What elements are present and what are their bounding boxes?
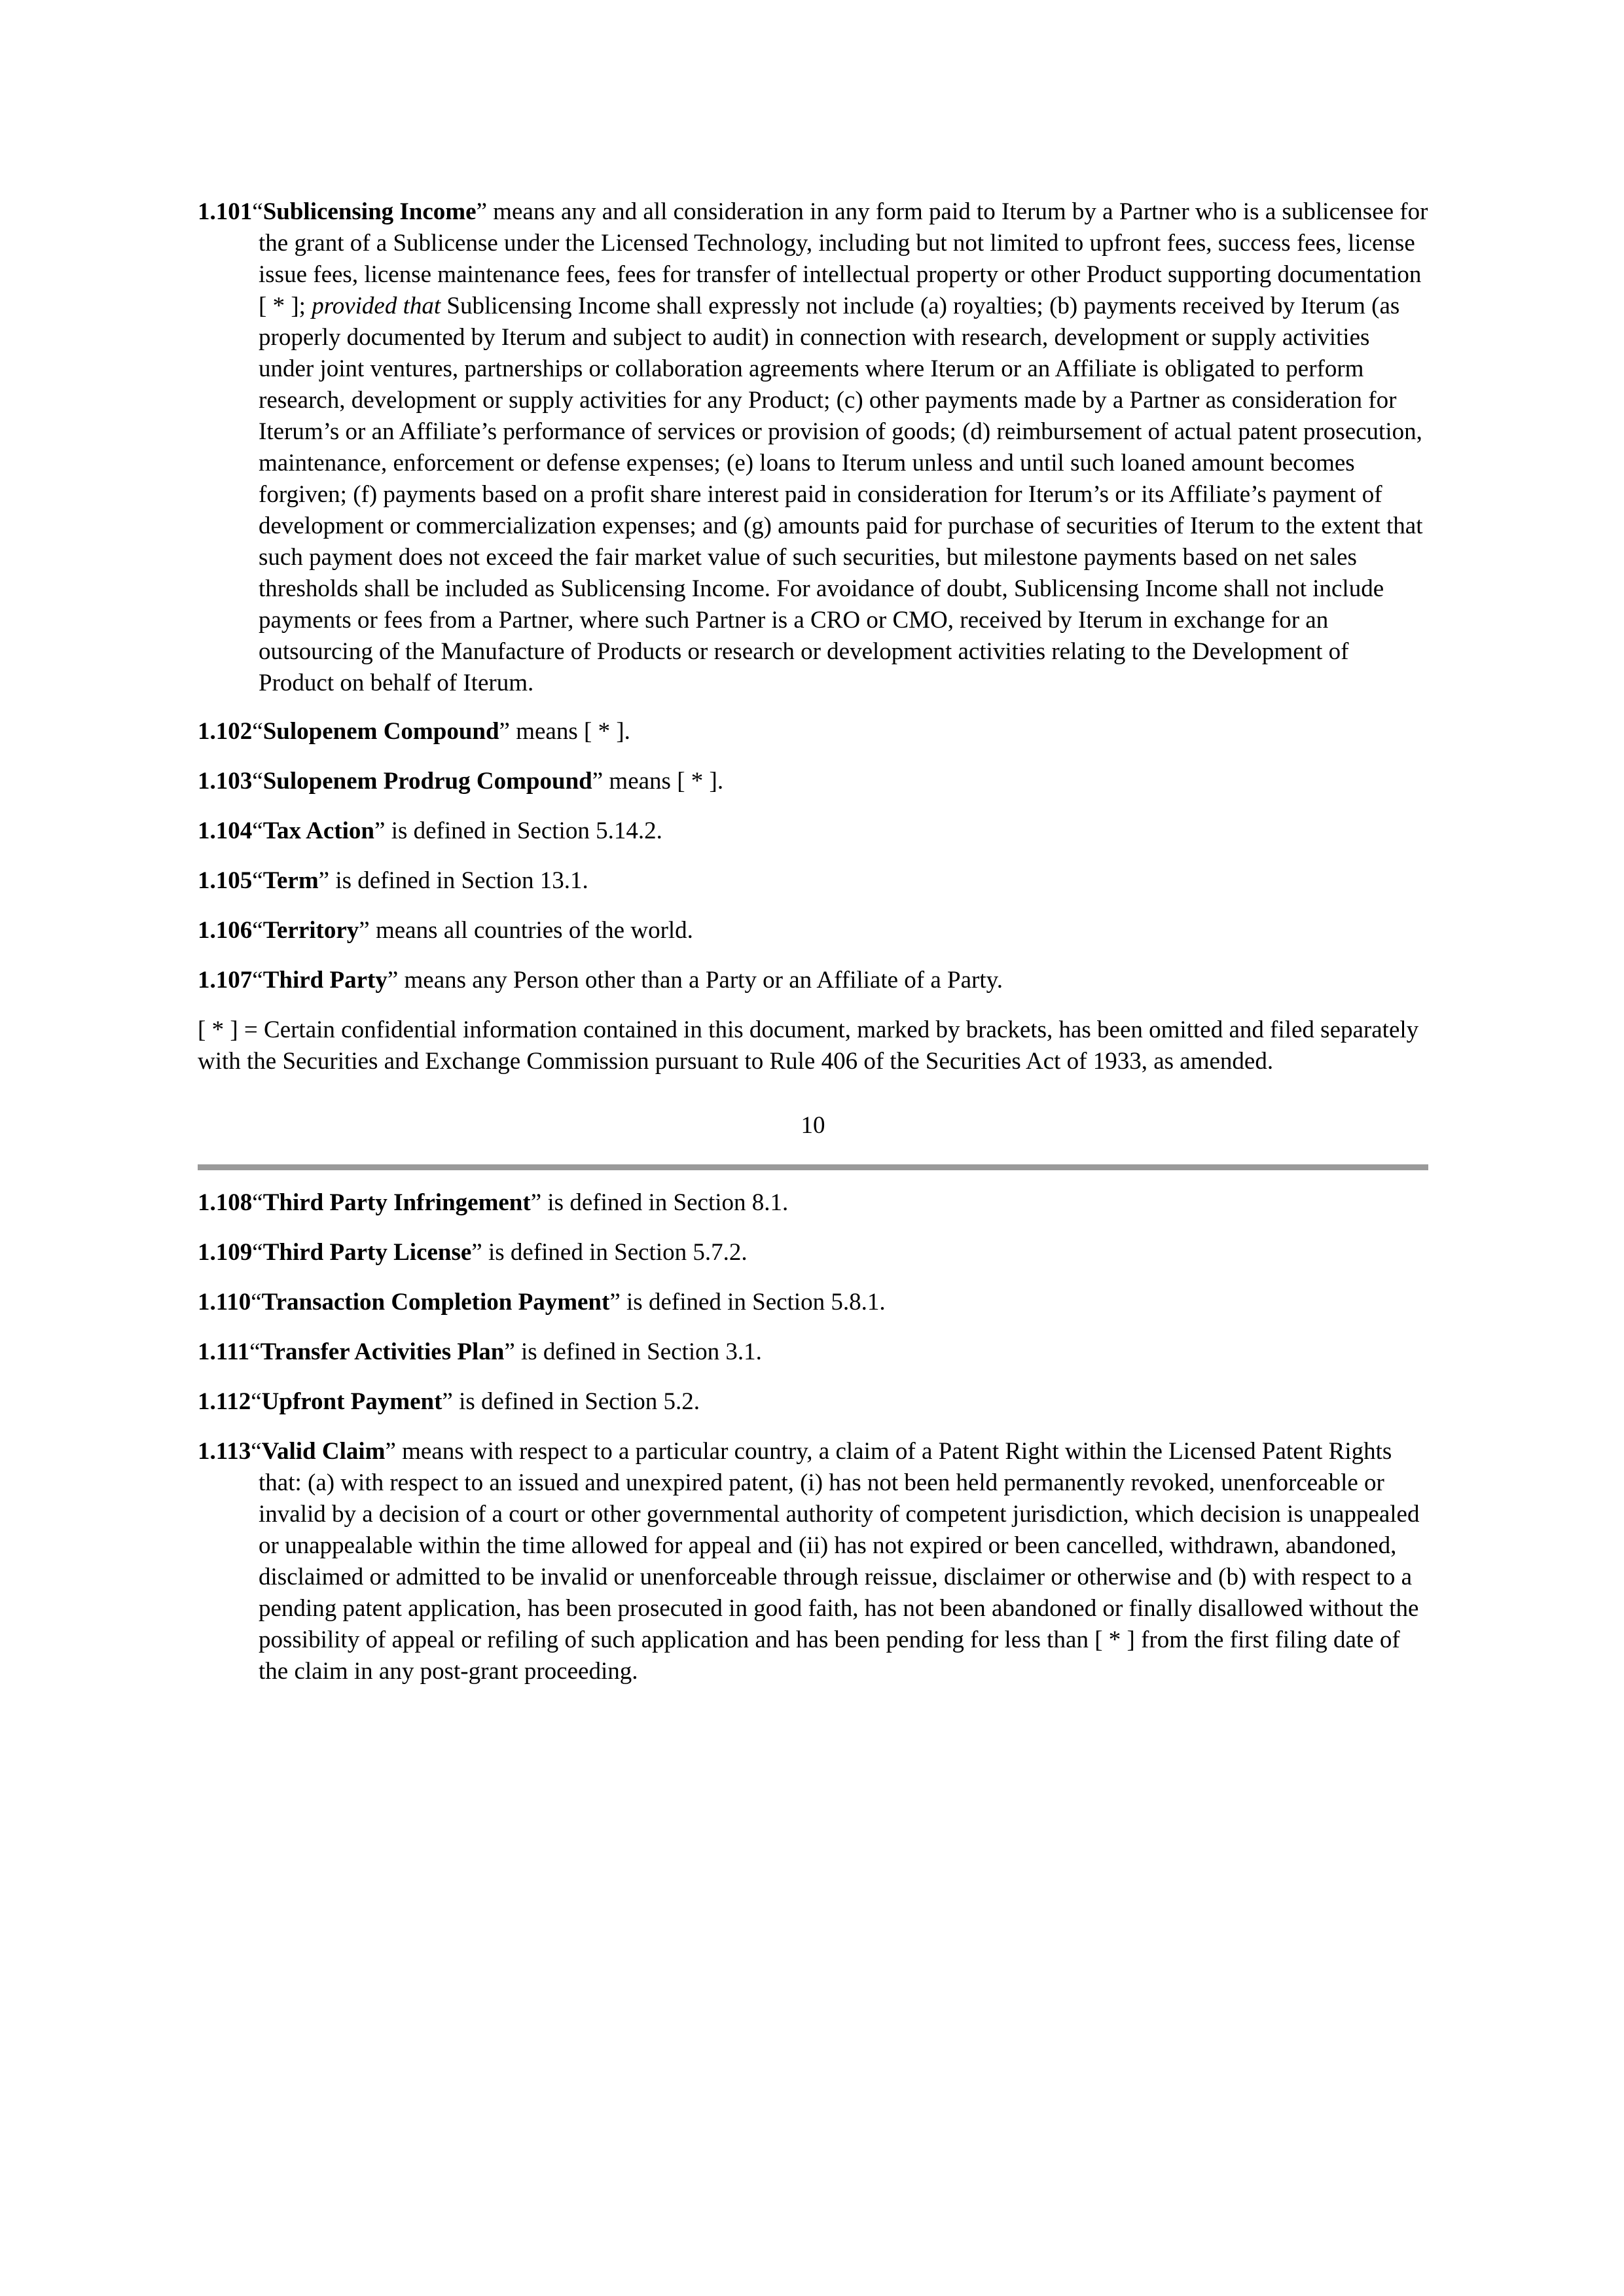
close-quote: ” <box>530 1189 542 1216</box>
definition-number: 1.110 <box>198 1289 251 1316</box>
definition-text: is defined in Section 5.14.2. <box>385 817 662 844</box>
close-quote: ” <box>592 768 604 795</box>
open-quote: “ <box>251 1438 262 1465</box>
definition-number: 1.112 <box>198 1388 251 1415</box>
open-quote: “ <box>251 1289 262 1316</box>
definition-number: 1.113 <box>198 1438 251 1465</box>
confidentiality-note: [ * ] = Certain confidential information contained in this document, marked by brackets, has been omitted and filed separately with the Securities and Exchange Commission pursuant to Rule 406 of the Securities Act of 1933, as amended. <box>198 1016 1419 1075</box>
definition-1-103 <box>198 766 1428 797</box>
open-quote: “ <box>252 1189 263 1216</box>
definition-1-110 <box>198 1287 1428 1318</box>
definition-text: means with respect to a particular country, a claim of a Patent Right within the Licensed Patent Rights that: (a) with respect to an issued and unexpired patent, (i) has not been held permanently revoked, unenforceable or invalid by a decision of a court or other governmental authority of competent jurisdiction, which decision is unappealed or unappealable within the time allowed for appeal and (ii) has not expired or been cancelled, withdrawn, abandoned, disclaimed or admitted to be invalid or unenforceable through reissue, disclaimer or otherwise and (b) with respect to a pending patent application, has been prosecuted in good faith, has not been abandoned or finally disallowed without the possibility of appeal or refiling of such application and has been pending for less than [ * ] from the first filing date of the claim in any post-grant proceeding. <box>259 1438 1420 1685</box>
definition-number: 1.108 <box>198 1189 253 1216</box>
open-quote: “ <box>252 817 263 844</box>
definition-number: 1.104 <box>198 817 253 844</box>
definition-number: 1.105 <box>198 867 253 894</box>
definition-term: Transfer Activities Plan <box>260 1338 505 1365</box>
open-quote: “ <box>252 867 263 894</box>
open-quote: “ <box>252 967 263 994</box>
definition-text: means any Person other than a Party or an Affiliate of a Party. <box>398 967 1003 994</box>
definition-1-105 <box>198 865 1428 897</box>
definition-text: is defined in Section 5.2. <box>452 1388 700 1415</box>
definition-term: Third Party License <box>262 1239 472 1266</box>
definition-italic-text: provided that <box>312 293 441 319</box>
definition-1-113 <box>198 1436 1428 1687</box>
definition-1-104 <box>198 816 1428 847</box>
definition-text: is defined in Section 5.7.2. <box>482 1239 748 1266</box>
definition-term: Third Party <box>262 967 388 994</box>
close-quote: ” <box>499 718 510 745</box>
definition-number: 1.106 <box>198 917 253 944</box>
page-divider <box>198 1164 1428 1170</box>
close-quote: ” <box>476 198 487 225</box>
definition-number: 1.109 <box>198 1239 253 1266</box>
definition-1-107 <box>198 965 1428 996</box>
definition-term: Tax Action <box>262 817 374 844</box>
definition-number: 1.107 <box>198 967 253 994</box>
close-quote: ” <box>387 967 399 994</box>
close-quote: ” <box>504 1338 515 1365</box>
open-quote: “ <box>249 1338 261 1365</box>
definition-1-109 <box>198 1237 1428 1268</box>
definition-term: Transaction Completion Payment <box>261 1289 610 1316</box>
definition-1-101 <box>198 196 1428 699</box>
definition-1-106 <box>198 915 1428 946</box>
close-quote: ” <box>385 1438 396 1465</box>
definition-text: means any and all consideration in any form paid to Iterum by a Partner who is a sublicensee for the grant of a Sublicense under the Licensed Technology, including but not limited to upfront fees, success fees, license issue fees, license maintenance fees, fees for transfer of intellectual property or other Product supporting documentation [ * ]; <box>259 198 1428 319</box>
open-quote: “ <box>252 768 263 795</box>
definition-term: Upfront Payment <box>261 1388 442 1415</box>
open-quote: “ <box>252 1239 263 1266</box>
definition-text: means [ * ]. <box>603 768 724 795</box>
definition-term: Term <box>262 867 319 894</box>
definition-number: 1.103 <box>198 768 253 795</box>
close-quote: ” <box>318 867 330 894</box>
definition-1-111 <box>198 1336 1428 1368</box>
definition-term: Sublicensing Income <box>262 198 477 225</box>
definition-text: means all countries of the world. <box>369 917 693 944</box>
definition-text: is defined in Section 13.1. <box>329 867 588 894</box>
open-quote: “ <box>252 917 263 944</box>
close-quote: ” <box>442 1388 453 1415</box>
close-quote: ” <box>471 1239 482 1266</box>
definition-text-continued: Sublicensing Income shall expressly not include (a) royalties; (b) payments received by Iterum (as properly documented by Iterum and subject to audit) in connection with research, development or supply activities under joint ventures, partnerships or collaboration agreements where Iterum or an Affiliate is obligated to perform research, development or supply activities for any Product; (c) other payments made by a Partner as consideration for Iterum’s or an Affiliate’s performance of services or provision of goods; (d) reimbursement of actual patent prosecution, maintenance, enforcement or defense expenses; (e) loans to Iterum unless and until such loaned amount becomes forgiven; (f) payments based on a profit share interest paid in consideration for Iterum’s or its Affiliate’s payment of development or commercialization expenses; and (g) amounts paid for purchase of securities of Iterum to the extent that such payment does not exceed the fair market value of such securities, but milestone payments based on net sales thresholds shall be included as Sublicensing Income. For avoidance of doubt, Sublicensing Income shall not include payments or fees from a Partner, where such Partner is a CRO or CMO, received by Iterum in exchange for an outsourcing of the Manufacture of Products or research or development activities relating to the Development of Product on behalf of Iterum. <box>259 293 1423 696</box>
definition-term: Sulopenem Compound <box>262 718 499 745</box>
definition-number: 1.101 <box>198 198 253 225</box>
definition-term: Sulopenem Prodrug Compound <box>262 768 592 795</box>
definition-term: Valid Claim <box>261 1438 386 1465</box>
close-quote: ” <box>359 917 370 944</box>
definition-text: is defined in Section 8.1. <box>541 1189 789 1216</box>
definition-text: is defined in Section 5.8.1. <box>620 1289 886 1316</box>
definition-number: 1.111 <box>198 1338 250 1365</box>
definition-1-112 <box>198 1386 1428 1418</box>
open-quote: “ <box>251 1388 262 1415</box>
definition-term: Territory <box>262 917 359 944</box>
open-quote: “ <box>252 718 263 745</box>
definition-text: is defined in Section 3.1. <box>514 1338 762 1365</box>
definition-text: means [ * ]. <box>509 718 630 745</box>
definition-term: Third Party Infringement <box>262 1189 531 1216</box>
definition-1-108 <box>198 1187 1428 1219</box>
close-quote: ” <box>609 1289 621 1316</box>
close-quote: ” <box>374 817 386 844</box>
open-quote: “ <box>252 198 263 225</box>
definition-1-102 <box>198 716 1428 747</box>
page-number: 10 <box>801 1112 825 1139</box>
document-page <box>198 196 1428 1687</box>
definition-number: 1.102 <box>198 718 253 745</box>
